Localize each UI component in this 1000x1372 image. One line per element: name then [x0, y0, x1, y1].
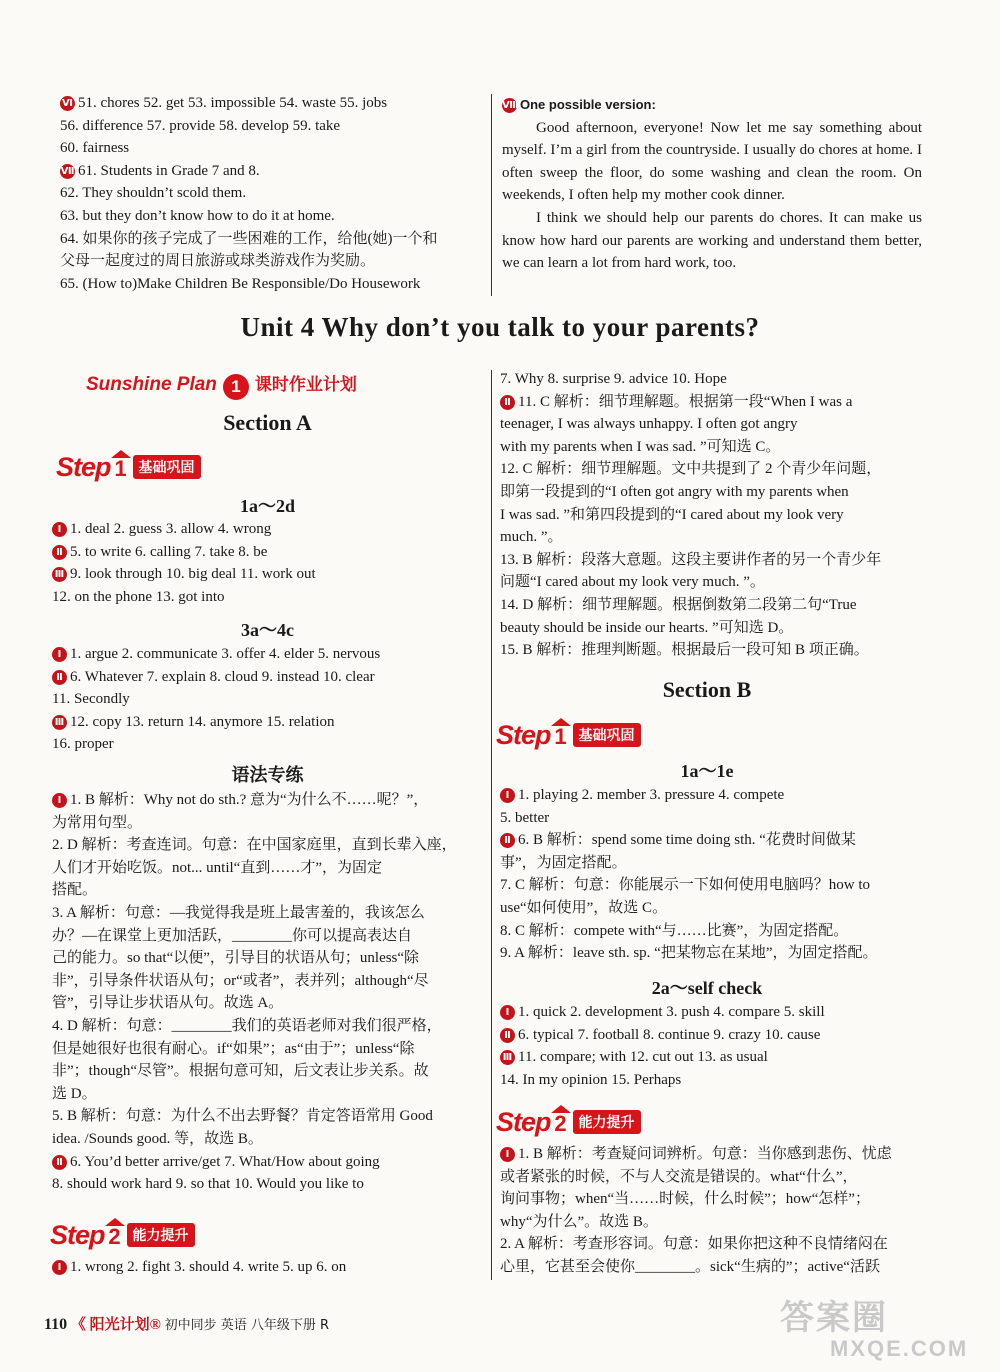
answers-1a-2d — [52, 518, 482, 608]
watermark-url: MXQE.COM — [830, 1336, 969, 1361]
answer-text: 5. B 解析：句意：为什么不出去野餐？肯定答语常用 Good — [52, 1108, 433, 1125]
answer-line — [500, 1069, 930, 1092]
brand-name: 《 阳光计划® — [70, 1317, 161, 1333]
answer-line — [52, 925, 482, 948]
answer-line — [60, 228, 485, 251]
answer-text: much. ”。 — [500, 529, 563, 546]
answer-line — [52, 1128, 482, 1151]
answer-text: 64. 如果你的孩子完成了一些困难的工作，给他(她)一个和 — [60, 230, 438, 247]
answer-text: 办？—在课堂上更加活跃，________你可以提高表达自 — [52, 927, 413, 944]
plan-subtitle: 课时作业计划 — [254, 375, 357, 395]
heading-1a-1e: 1a～1e — [680, 761, 734, 781]
answer-line — [52, 992, 482, 1015]
answer-text: 为常用句型。 — [52, 814, 143, 831]
answer-line — [52, 857, 482, 880]
answer-text: 62. They shouldn’t scold them. — [60, 185, 247, 202]
answer-text: 5. better — [500, 809, 550, 826]
section-a-title: Section A — [223, 410, 312, 435]
answer-line — [52, 1083, 482, 1106]
answer-text: 11. compare; with 12. cut out 13. as usual — [518, 1049, 768, 1066]
step-label: 基础巩固 — [133, 455, 201, 479]
answer-line — [60, 137, 485, 160]
answer-text: 1. quick 2. development 3. push 4. compare 5. skill — [518, 1004, 825, 1020]
step-word: Step — [50, 1220, 105, 1250]
answer-text: 8. C 解析：compete with“与……比赛”，为固定搭配。 — [500, 922, 849, 939]
answer-line — [60, 182, 485, 205]
part-badge: Ⅰ — [52, 522, 67, 537]
answer-line — [500, 639, 930, 662]
answer-text: 事”，为固定搭配。 — [500, 854, 627, 871]
essay-paragraph-2: I think we should help our parents do chores. It can make us know how hard our parents are working and understand them better, we can learn a lot from hard work, too. — [502, 209, 922, 272]
answer-text: 12. on the phone 13. got into — [52, 588, 225, 605]
answer-text: 2. A 解析：考查形容词。句意：如果你把这种不良情绪闷在 — [500, 1236, 888, 1253]
answer-text: 但是她很好也很有耐心。if“如果”；as“由于”；unless“除 — [52, 1040, 415, 1057]
answer-text: 6. You’d better arrive/get 7. What/How about going — [70, 1153, 380, 1170]
answer-text: 3. A 解析：句意：—我觉得我是班上最害羞的，我该怎么 — [52, 904, 425, 921]
part-badge: Ⅱ — [500, 833, 515, 848]
answer-line — [60, 92, 485, 115]
book-info: 初中同步 英语 八年级下册 R — [164, 1318, 330, 1333]
answer-line — [500, 1143, 930, 1166]
answer-text: 51. chores 52. get 53. impossible 54. waste 55. jobs — [78, 95, 388, 111]
part-badge: Ⅱ — [500, 395, 515, 410]
answer-text: 管”，引导让步状语从句。故选 A。 — [52, 995, 284, 1012]
answer-text: 1. B 解析：考查疑问词辨析。句意：当你感到悲伤、忧虑 — [518, 1146, 892, 1162]
answer-text: 或者紧张的时候，不与人交流是错误的。what“什么”， — [500, 1168, 858, 1185]
answer-text: 1. deal 2. guess 3. allow 4. wrong — [70, 521, 272, 537]
answer-text: 61. Students in Grade 7 and 8. — [78, 162, 260, 179]
answer-text: 问题“I cared about my look very much. ”。 — [500, 574, 765, 591]
answer-line — [60, 250, 485, 273]
answer-text: 9. look through 10. big deal 11. work out — [70, 566, 316, 583]
answer-text: 即第一段提到的“I often got angry with my parents when — [500, 483, 849, 500]
step-label: 能力提升 — [573, 1110, 641, 1134]
answer-text: 非”；though“尽管”。根据句意可知，后文表让步关系。故 — [52, 1063, 429, 1080]
answer-text: 12. C 解析：细节理解题。文中共提到了 2 个青少年问题， — [500, 461, 882, 478]
answer-line — [500, 807, 930, 830]
answers-right-step2 — [500, 1143, 930, 1279]
answer-line — [52, 947, 482, 970]
answer-line — [500, 897, 930, 920]
answer-line — [500, 391, 930, 414]
answer-line — [500, 413, 930, 436]
part-badge: Ⅱ — [52, 670, 67, 685]
answer-line — [500, 571, 930, 594]
answer-text: 心里，它甚至会使你________。sick“生病的”；active“活跃 — [500, 1258, 880, 1275]
answer-text: 13. B 解析：段落大意题。这段主要讲作者的另一个青少年 — [500, 551, 882, 568]
answer-text: 11. C 解析：细节理解题。根据第一段“When I was a — [518, 393, 853, 410]
answer-line — [500, 1211, 930, 1234]
column-divider-2 — [491, 370, 492, 1280]
answer-line — [52, 541, 482, 564]
section-badge: Ⅷ — [502, 100, 519, 111]
part-badge: Ⅰ — [500, 1147, 515, 1162]
part-badge: Ⅱ — [52, 545, 67, 560]
answer-text: idea. /Sounds good. 等，故选 B。 — [52, 1130, 263, 1147]
answer-line — [500, 784, 930, 807]
answer-line — [500, 504, 930, 527]
answer-text: beauty should be inside our hearts. ”可知选 D。 — [500, 619, 794, 636]
answer-line — [500, 481, 930, 504]
answer-line — [500, 617, 930, 640]
answer-text: 16. proper — [52, 736, 114, 753]
answer-line — [52, 970, 482, 993]
answer-text: 选 D。 — [52, 1085, 97, 1102]
answer-line — [52, 1038, 482, 1061]
plan-number: 1 — [223, 374, 249, 400]
answer-line — [52, 1173, 482, 1196]
answer-line — [52, 902, 482, 925]
answer-line — [52, 879, 482, 902]
answer-line — [52, 789, 482, 812]
answer-text: 父母一起度过的周日旅游或球类游戏作为奖励。 — [60, 253, 376, 270]
answer-text: 非”，引导条件状语从句；or“或者”，表并列；although“尽 — [52, 972, 429, 989]
heading-grammar: 语法专练 — [231, 765, 304, 785]
grammar-answers — [52, 789, 482, 1196]
answer-text: why“为什么”。故选 B。 — [500, 1213, 658, 1230]
answer-line — [52, 711, 482, 734]
part-badge: Ⅲ — [52, 567, 67, 582]
answer-line — [500, 1256, 930, 1279]
answer-line — [500, 436, 930, 459]
answer-text: 2. D 解析：考查连词。句意：在中国家庭里，直到长辈入座， — [52, 837, 457, 854]
answer-line: 1. wrong 2. fight 3. should 4. write 5. up 6. on — [70, 1259, 347, 1275]
heading-1a-2d: 1a～2d — [239, 496, 295, 516]
part-badge: Ⅱ — [500, 1028, 515, 1043]
step2-banner-left — [50, 1220, 195, 1256]
sunshine-plan-banner — [86, 370, 357, 400]
answer-text: 1. playing 2. member 3. pressure 4. compete — [518, 787, 785, 803]
answer-text: 65. (How to)Make Children Be Responsible/Do Housework — [60, 275, 421, 292]
step2-banner-right — [496, 1107, 641, 1143]
answer-line — [500, 594, 930, 617]
answer-text: 14. In my opinion 15. Perhaps — [500, 1071, 682, 1088]
part-badge: Ⅰ — [52, 1260, 67, 1275]
answer-line — [60, 115, 485, 138]
step-word: Step — [496, 720, 551, 750]
answer-line — [52, 834, 482, 857]
answer-text: use“如何使用”，故选 C。 — [500, 899, 668, 916]
watermark-logo: 答案圈 — [780, 1299, 888, 1337]
step-label: 基础巩固 — [573, 723, 641, 747]
part-badge: Ⅲ — [52, 715, 67, 730]
answer-text: 搭配。 — [52, 882, 98, 899]
part-badge: Ⅶ — [60, 165, 75, 177]
answer-text: 6. B 解析：spend some time doing sth. “花费时间做某 — [518, 832, 856, 849]
answer-line — [500, 852, 930, 875]
answer-line — [500, 1188, 930, 1211]
step-word: Step — [56, 452, 111, 482]
answer-text: 人们才开始吃饭。not... until“直到……才”，为固定 — [52, 859, 382, 876]
part-badge: Ⅰ — [52, 647, 67, 662]
answer-text: 12. copy 13. return 14. anymore 15. relation — [70, 713, 335, 730]
top-left-answers — [60, 92, 485, 295]
answer-line — [52, 1060, 482, 1083]
answer-line — [500, 920, 930, 943]
answer-line — [52, 733, 482, 756]
answer-line — [52, 643, 482, 666]
part-badge: Ⅲ — [500, 1050, 515, 1065]
answer-text: I was sad. ”和第四段提到的“I cared about my look very — [500, 506, 844, 523]
answer-line — [500, 1233, 930, 1256]
part-badge: Ⅰ — [500, 788, 515, 803]
answers-right-1 — [500, 368, 930, 662]
answer-line — [500, 1024, 930, 1047]
answer-line — [500, 1001, 930, 1024]
answer-text: 63. but they don’t know how to do it at home. — [60, 207, 335, 224]
answer-line — [500, 458, 930, 481]
answer-line — [52, 688, 482, 711]
answer-line — [52, 812, 482, 835]
answer-line — [500, 549, 930, 572]
answer-line — [500, 368, 930, 391]
answer-line — [500, 1166, 930, 1189]
answer-text: 8. should work hard 9. so that 10. Would you like to — [52, 1176, 364, 1193]
step-number: 2 — [551, 1111, 571, 1137]
answer-line — [500, 829, 930, 852]
page-footer — [44, 1313, 329, 1334]
answer-text: 己的能力。so that“以便”，引导目的状语从句；unless“除 — [52, 950, 420, 967]
answer-text: 6. Whatever 7. explain 8. cloud 9. instead 10. clear — [70, 668, 375, 685]
answer-text: 60. fairness — [60, 140, 130, 157]
step1-banner-right — [496, 720, 641, 756]
top-right-essay — [502, 94, 922, 275]
answer-line — [52, 1015, 482, 1038]
column-divider — [491, 94, 492, 296]
answer-text: teenager, I was always unhappy. I often got angry — [500, 416, 798, 433]
answer-line — [500, 942, 930, 965]
answers-3a-4c — [52, 643, 482, 756]
answer-text: 询问事物；when“当……时候，什么时候”；how“怎样”； — [500, 1191, 870, 1208]
answer-line — [60, 160, 485, 183]
essay-heading: One possible version: — [520, 97, 656, 112]
answer-text: 14. D 解析：细节理解题。根据倒数第二段第二句“True — [500, 596, 857, 613]
part-badge: Ⅵ — [62, 98, 73, 109]
answer-text: 11. Secondly — [52, 691, 130, 708]
answer-text: 9. A 解析：leave sth. sp. “把某物忘在某地”，为固定搭配。 — [500, 945, 878, 962]
page-number: 110 — [44, 1316, 68, 1333]
answer-line — [52, 586, 482, 609]
step-label: 能力提升 — [127, 1223, 195, 1247]
answer-line — [60, 273, 485, 296]
answer-line — [500, 526, 930, 549]
answer-text: 4. D 解析：句意：________我们的英语老师对我们很严格， — [52, 1017, 442, 1034]
step2-answers-left — [52, 1256, 482, 1279]
part-badge: Ⅰ — [52, 793, 67, 808]
answer-text: 7. C 解析：句意：你能展示一下如何使用电脑吗？how to — [500, 877, 871, 894]
answer-line — [500, 1046, 930, 1069]
section-b-title: Section B — [662, 677, 752, 702]
answer-text: 1. argue 2. communicate 3. offer 4. elder 5. nervous — [70, 646, 381, 662]
unit-title: Unit 4 Why don’t you talk to your parents? — [240, 312, 760, 342]
step1-banner-left — [56, 452, 201, 488]
answer-line — [52, 1105, 482, 1128]
answer-line — [500, 874, 930, 897]
answer-line — [52, 518, 482, 541]
heading-3a-4c: 3a～4c — [241, 620, 294, 640]
answer-text: 15. B 解析：推理判断题。根据最后一段可知 B 项正确。 — [500, 642, 869, 659]
answer-line — [52, 563, 482, 586]
answer-line — [52, 1151, 482, 1174]
answer-text: 7. Why 8. surprise 9. advice 10. Hope — [500, 371, 727, 387]
answer-line — [52, 666, 482, 689]
step-number: 2 — [105, 1224, 125, 1250]
part-badge: Ⅱ — [52, 1155, 67, 1170]
essay-paragraph-1: Good afternoon, everyone! Now let me say something about myself. I’m a girl from the countryside. I usually do chores at home. I often sweep the floor, do some washing and clean the room. On weekends, I often help my mother cook dinner. — [502, 119, 922, 204]
heading-self-check: 2a～self check — [651, 978, 763, 998]
answers-self-check — [500, 1001, 930, 1091]
answer-text: 56. difference 57. provide 58. develop 59. take — [60, 117, 341, 134]
step-number: 1 — [111, 456, 131, 482]
answer-line — [60, 205, 485, 228]
step-word: Step — [496, 1107, 551, 1137]
answer-text: with my parents when I was sad. ”可知选 C。 — [500, 438, 781, 455]
answer-text: 5. to write 6. calling 7. take 8. be — [70, 543, 268, 560]
answers-1a-1e — [500, 784, 930, 965]
step-number: 1 — [551, 724, 571, 750]
part-badge: Ⅰ — [500, 1005, 515, 1020]
answer-text: 1. B 解析：Why not do sth.? 意为“为什么不……呢？”， — [70, 792, 429, 808]
answer-text: 6. typical 7. football 8. continue 9. crazy 10. cause — [518, 1026, 821, 1043]
sunshine-plan-label: Sunshine Plan — [86, 374, 217, 395]
